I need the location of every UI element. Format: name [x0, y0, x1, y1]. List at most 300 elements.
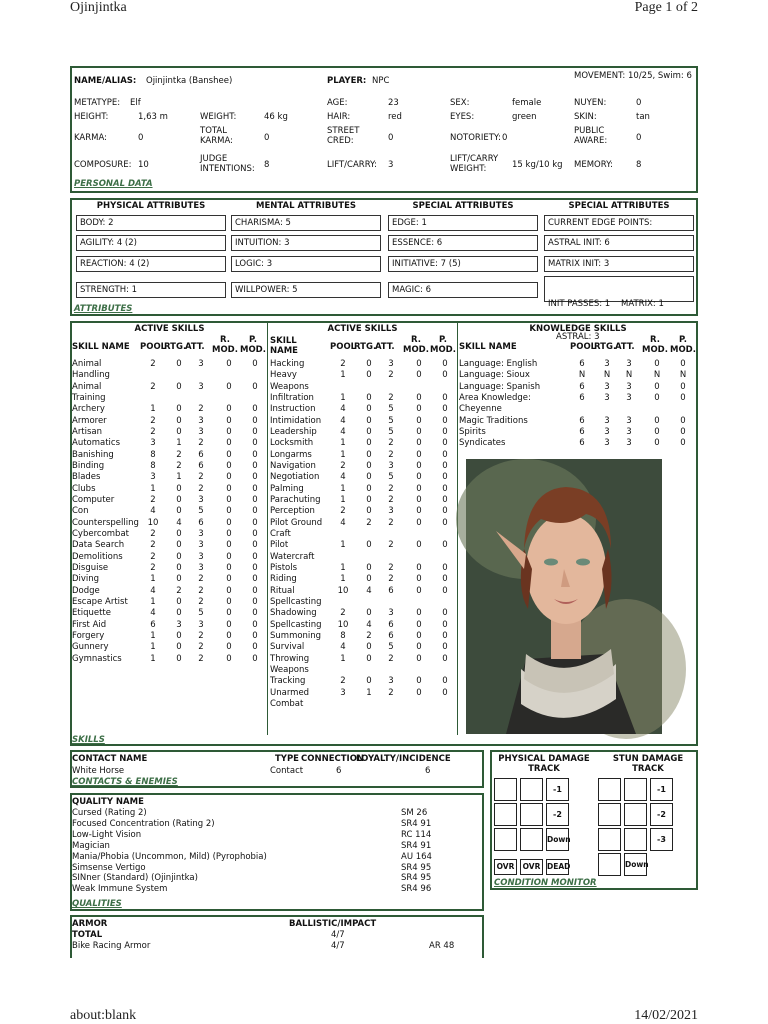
active-skill-skill-name: Data Search: [72, 540, 125, 551]
active-skill-2-value: 0: [416, 517, 422, 528]
active-skill-value: 0: [226, 449, 232, 460]
age-label: AGE:: [327, 98, 348, 108]
active-skill-2-value: 4: [340, 517, 346, 528]
quality-name: Focused Concentration (Rating 2): [72, 818, 215, 829]
active-skill-2-value: 0: [366, 676, 372, 687]
knowledge-skill-skill-name: Language: Sioux: [459, 370, 530, 381]
active-skill-value: 0: [176, 642, 182, 653]
active-skill-value: 2: [150, 540, 156, 551]
public-aware-label: PUBLIC AWARE:: [574, 126, 608, 146]
active-skill-value: 2: [198, 630, 204, 641]
skills-box: [70, 321, 698, 746]
active-skill-value: 0: [176, 596, 182, 607]
active-skill-2-skill-name: Pilot: [270, 540, 289, 551]
ballistic-impact-header: BALLISTIC/IMPACT: [289, 919, 377, 929]
print-url: about:blank: [70, 1008, 137, 1023]
active-skill-2-value: 0: [366, 415, 372, 426]
active-skill-2-value: 3: [388, 608, 394, 619]
active-skill-skill-name: Armorer: [72, 415, 107, 426]
physical-box-6[interactable]: -2: [546, 803, 569, 826]
active-skill-2-value: 0: [366, 506, 372, 517]
contact-loyalty-header: LOYALTY/INCIDENCE: [356, 754, 451, 764]
col1-att-header: ATT.: [185, 342, 205, 352]
active-skill-2-skill-name: Survival: [270, 642, 305, 653]
stun-box-7[interactable]: [598, 828, 621, 851]
active-skill-2-value: 2: [388, 494, 394, 505]
active-skill-skill-name: Counterspelling: [72, 517, 139, 528]
active-skill-value: 2: [198, 596, 204, 607]
qualities-section-label: QUALITIES: [72, 899, 122, 909]
active-skill-2-value: 0: [416, 619, 422, 630]
active-skill-2-value: 0: [442, 574, 448, 585]
active-skill-value: 2: [150, 562, 156, 573]
active-skill-2-value: 4: [340, 472, 346, 483]
active-skill-skill-name: Animal: [72, 359, 102, 369]
quality-source: SM 26: [401, 808, 428, 818]
street-cred-value: 0: [388, 133, 394, 143]
active-skill-2-value: 0: [442, 687, 448, 698]
active-skill-2-value: 0: [416, 506, 422, 517]
active-skill-2-value: 2: [340, 506, 346, 517]
active-skill-value: 2: [198, 642, 204, 653]
movement-label: MOVEMENT:: [574, 71, 626, 81]
active-skill-2-skill-name: Navigation: [270, 460, 316, 471]
active-skill-value: 3: [198, 551, 204, 562]
active-skill-skill-name: Automatics: [72, 438, 121, 449]
active-skill-value: 0: [226, 574, 232, 585]
knowledge-skill-value: 3: [626, 381, 632, 392]
height-label: HEIGHT:: [74, 112, 109, 122]
col3-pmod-header: P. MOD.: [670, 335, 696, 355]
active-skill-value: 3: [198, 494, 204, 505]
active-skill-2-skill-name: Longarms: [270, 449, 312, 460]
active-skill-skill-name: Archery: [72, 404, 105, 415]
active-skill-value: 0: [226, 562, 232, 573]
active-skill-2-skill-name: Throwing: [270, 653, 310, 664]
active-skill-value: 0: [176, 562, 182, 573]
special-attributes-header: SPECIAL ATTRIBUTES: [412, 201, 514, 211]
active-skill-2-value: 2: [388, 653, 394, 664]
active-skill-skill-name: Gymnastics: [72, 653, 122, 664]
active-skill-2-value: 0: [442, 415, 448, 426]
active-skill-2-skill-name: Palming: [270, 483, 304, 494]
active-skill-2-value: 0: [366, 392, 372, 403]
active-skill-2-skill-name: Spellcasting: [270, 596, 322, 607]
active-skill-skill-name: Clubs: [72, 483, 96, 494]
col2-pool-header: POOL: [330, 342, 357, 352]
memory-label: MEMORY:: [574, 160, 614, 170]
quality-source: SR4 95: [401, 873, 432, 884]
active-skill-2-value: 0: [416, 404, 422, 415]
attr-astral-init: ASTRAL INIT: 6: [544, 235, 694, 251]
active-skill-2-skill-name: Weapons: [270, 664, 309, 675]
active-skill-value: 0: [252, 460, 258, 471]
active-skill-value: 2: [198, 653, 204, 664]
street-cred-label: STREET CRED:: [327, 126, 360, 146]
active-skill-2-value: 1: [340, 494, 346, 505]
active-skill-2-value: 0: [416, 370, 422, 381]
active-skill-2-skill-name: Craft: [270, 528, 291, 539]
stun-box-5[interactable]: [624, 803, 647, 826]
knowledge-skill-value: 3: [604, 426, 610, 437]
active-skill-value: 1: [150, 483, 156, 494]
attr-reaction: REACTION: 4 (2): [76, 256, 226, 272]
active-skill-2-value: 0: [416, 359, 422, 369]
knowledge-skill-value: 0: [654, 392, 660, 403]
active-skill-2-value: 0: [416, 630, 422, 641]
attr-willpower: WILLPOWER: 5: [231, 282, 381, 298]
nuyen-label: NUYEN:: [574, 98, 607, 108]
skills-section-label: SKILLS: [72, 735, 105, 745]
active-skill-value: 0: [226, 630, 232, 641]
active-skill-2-value: 0: [366, 460, 372, 471]
knowledge-skill-value: N: [603, 370, 611, 381]
active-skill-2-value: 0: [442, 619, 448, 630]
knowledge-skill-value: 0: [680, 415, 686, 426]
stun-box-6[interactable]: -2: [650, 803, 673, 826]
active-skill-2-skill-name: Weapons: [270, 381, 309, 392]
quality-name-header: QUALITY NAME: [72, 797, 144, 807]
knowledge-skill-value: 3: [626, 359, 632, 369]
knowledge-skill-value: 0: [680, 392, 686, 403]
active-skill-2-value: 4: [366, 619, 372, 630]
active-skill-2-value: 0: [442, 359, 448, 369]
active-skill-2-skill-name: Instruction: [270, 404, 316, 415]
knowledge-skill-value: 3: [604, 415, 610, 426]
quality-source: SR4 95: [401, 862, 432, 873]
col2-skill-header-a: SKILL: [270, 336, 297, 346]
active-skill-skill-name: Disguise: [72, 562, 109, 573]
active-skill-2-value: 0: [442, 472, 448, 483]
active-skill-2-skill-name: Watercraft: [270, 551, 315, 562]
height-value: 1,63 m: [138, 112, 168, 122]
col2-rtg-header: RTG.: [354, 342, 377, 352]
active-skill-2-value: 0: [442, 460, 448, 471]
quality-name: SINner (Standard) (Ojinjintka): [72, 873, 198, 884]
active-skill-value: 0: [176, 359, 182, 369]
knowledge-skill-value: 3: [604, 359, 610, 369]
knowledge-skill-value: 0: [654, 381, 660, 392]
active-skill-value: 0: [252, 359, 258, 369]
active-skill-2-value: 0: [366, 494, 372, 505]
active-skill-2-value: 0: [416, 653, 422, 664]
active-skill-2-value: 1: [340, 392, 346, 403]
eyes-value: green: [512, 112, 537, 122]
active-skill-2-value: 2: [388, 687, 394, 698]
active-skill-value: 4: [176, 517, 182, 528]
active-skill-2-value: 0: [366, 359, 372, 369]
active-skill-2-skill-name: Negotiation: [270, 472, 320, 483]
physical-box-4[interactable]: [494, 803, 517, 826]
active-skill-value: 10: [147, 517, 159, 528]
stun-box-3[interactable]: -1: [650, 778, 673, 801]
active-skill-2-value: 0: [416, 392, 422, 403]
knowledge-skill-value: 3: [604, 392, 610, 403]
active-skill-value: 5: [198, 506, 204, 517]
knowledge-skill-value: N: [653, 370, 661, 381]
active-skill-2-value: 0: [442, 483, 448, 494]
knowledge-skill-value: 0: [654, 438, 660, 449]
active-skill-value: 2: [198, 483, 204, 494]
active-skill-2-value: 0: [416, 642, 422, 653]
active-skill-2-value: 0: [442, 404, 448, 415]
active-skill-2-value: 0: [366, 642, 372, 653]
active-skill-2-value: 3: [388, 460, 394, 471]
personal-data-section-label: PERSONAL DATA: [74, 179, 153, 189]
active-skill-value: 0: [176, 483, 182, 494]
quality-source: SR4 91: [401, 818, 432, 829]
knowledge-skill-value: 6: [579, 359, 585, 369]
physical-box-3[interactable]: -1: [546, 778, 569, 801]
active-skill-value: 0: [226, 642, 232, 653]
active-skill-value: 0: [252, 472, 258, 483]
active-skill-value: 3: [198, 619, 204, 630]
active-skill-value: 0: [252, 506, 258, 517]
active-skill-value: 0: [176, 653, 182, 664]
physical-ovr-1[interactable]: OVR: [494, 859, 517, 875]
active-skill-value: 2: [150, 381, 156, 392]
stun-box-2[interactable]: [624, 778, 647, 801]
active-skill-2-value: 1: [340, 370, 346, 381]
col2-rmod-header: R. MOD.: [403, 335, 429, 355]
active-skill-2-value: 0: [416, 415, 422, 426]
active-skill-value: 2: [150, 551, 156, 562]
stun-box-down[interactable]: Down: [624, 853, 647, 876]
active-skill-2-value: 4: [340, 642, 346, 653]
movement-value: 10/25, Swim: 6: [628, 71, 692, 81]
total-karma-value: 0: [264, 133, 270, 143]
active-skill-2-value: 0: [416, 449, 422, 460]
physical-box-9[interactable]: Down: [546, 828, 569, 851]
active-skill-value: 0: [252, 528, 258, 539]
physical-box-5[interactable]: [520, 803, 543, 826]
col2-skill-header-b: NAME: [270, 346, 298, 356]
active-skill-value: 0: [226, 359, 232, 369]
active-skill-2-value: 2: [388, 562, 394, 573]
active-skill-2-value: 2: [388, 438, 394, 449]
active-skill-value: 4: [150, 608, 156, 619]
active-skill-2-value: 0: [442, 438, 448, 449]
karma-value: 0: [138, 133, 144, 143]
active-skill-2-value: 0: [416, 585, 422, 596]
knowledge-skill-skill-name: Language: English: [459, 359, 538, 369]
attributes-section-label: ATTRIBUTES: [74, 304, 133, 314]
sex-label: SEX:: [450, 98, 470, 108]
active-skill-2-value: 2: [366, 517, 372, 528]
active-skill-value: 2: [198, 585, 204, 596]
active-skill-value: 2: [198, 438, 204, 449]
active-skill-2-value: 0: [442, 517, 448, 528]
attr-initiative: INITIATIVE: 7 (5): [388, 256, 538, 272]
quality-name: Low-Light Vision: [72, 829, 142, 840]
stun-box-1[interactable]: [598, 778, 621, 801]
active-skill-value: 0: [226, 540, 232, 551]
contact-row-connection: 6: [336, 766, 342, 776]
active-skill-value: 0: [176, 426, 182, 437]
active-skill-2-value: 0: [442, 653, 448, 664]
active-skill-2-value: 3: [388, 359, 394, 369]
knowledge-skill-value: 3: [604, 438, 610, 449]
physical-box-2[interactable]: [520, 778, 543, 801]
knowledge-skill-value: 0: [654, 426, 660, 437]
physical-ovr-2[interactable]: OVR: [520, 859, 543, 875]
active-skill-2-value: 0: [416, 472, 422, 483]
condition-monitor-box: [490, 750, 698, 890]
active-skill-value: 2: [176, 585, 182, 596]
knowledge-skill-value: 3: [626, 392, 632, 403]
quality-source: AU 164: [401, 851, 432, 862]
active-skill-2-skill-name: Leadership: [270, 426, 317, 437]
active-skill-2-value: 2: [388, 392, 394, 403]
active-skill-2-skill-name: Unarmed: [270, 687, 310, 698]
active-skill-value: 0: [252, 438, 258, 449]
knowledge-skill-value: 3: [626, 415, 632, 426]
active-skill-value: 0: [226, 585, 232, 596]
active-skill-2-value: 1: [340, 449, 346, 460]
knowledge-skill-value: 0: [680, 426, 686, 437]
active-skill-skill-name: Diving: [72, 574, 100, 585]
active-skill-skill-name: Cybercombat: [72, 528, 129, 539]
stun-box-8[interactable]: [624, 828, 647, 851]
active-skill-value: 0: [176, 574, 182, 585]
physical-box-1[interactable]: [494, 778, 517, 801]
active-skill-2-value: 2: [340, 676, 346, 687]
active-skill-2-skill-name: Locksmith: [270, 438, 314, 449]
active-skill-value: 1: [150, 404, 156, 415]
active-skill-value: 6: [150, 619, 156, 630]
mental-attributes-header: MENTAL ATTRIBUTES: [256, 201, 356, 211]
active-skill-value: 0: [252, 517, 258, 528]
active-skill-2-value: 1: [340, 540, 346, 551]
active-skill-value: 0: [176, 540, 182, 551]
stun-box-9[interactable]: -3: [650, 828, 673, 851]
active-skill-value: 3: [198, 415, 204, 426]
armor-row-value: 4/7: [331, 941, 345, 951]
sex-value: female: [512, 98, 542, 108]
active-skill-value: 0: [226, 653, 232, 664]
active-skill-2-value: 5: [388, 415, 394, 426]
active-skill-value: 1: [150, 653, 156, 664]
knowledge-skill-value: 6: [579, 438, 585, 449]
physical-dead[interactable]: DEAD: [546, 859, 569, 875]
active-skill-value: 0: [226, 551, 232, 562]
composure-value: 10: [138, 160, 149, 170]
quality-source: SR4 96: [401, 884, 432, 895]
quality-name: Magician: [72, 840, 110, 851]
active-skill-2-value: 10: [337, 619, 349, 630]
active-skill-skill-name: Dodge: [72, 585, 100, 596]
contacts-section-label: CONTACTS & ENEMIES: [72, 777, 178, 787]
active-skill-value: 0: [252, 483, 258, 494]
armor-row-name: Bike Racing Armor: [72, 941, 151, 951]
active-skill-2-skill-name: Spellcasting: [270, 619, 322, 630]
active-skill-2-value: 5: [388, 404, 394, 415]
active-skill-2-value: 6: [388, 585, 394, 596]
knowledge-skill-value: 0: [680, 359, 686, 369]
knowledge-skill-skill-name: Syndicates: [459, 438, 506, 449]
active-skill-2-value: 0: [416, 687, 422, 698]
active-skill-value: 0: [252, 449, 258, 460]
active-skill-skill-name: Computer: [72, 494, 115, 505]
hair-label: HAIR:: [327, 112, 351, 122]
quality-source: SR4 91: [401, 840, 432, 851]
knowledge-skill-value: 6: [579, 392, 585, 403]
active-skill-skill-name: Binding: [72, 460, 105, 471]
active-skill-value: 0: [226, 483, 232, 494]
active-skill-value: 4: [150, 506, 156, 517]
active-skill-2-value: 0: [442, 608, 448, 619]
active-skill-2-value: 6: [388, 630, 394, 641]
total-karma-label: TOTAL KARMA:: [200, 126, 234, 146]
quality-name: Simsense Vertigo: [72, 862, 146, 873]
active-skill-value: 0: [252, 596, 258, 607]
quality-name: Weak Immune System: [72, 884, 168, 895]
active-skill-2-value: 0: [442, 585, 448, 596]
metatype-label: METATYPE:: [74, 98, 121, 108]
name-value: Ojinjintka (Banshee): [146, 76, 233, 86]
active-skill-2-value: 2: [388, 517, 394, 528]
active-skill-2-value: 0: [416, 494, 422, 505]
active-skill-2-skill-name: Pilot Ground: [270, 517, 323, 528]
attr-intuition: INTUITION: 3: [231, 235, 381, 251]
active-skill-2-skill-name: Parachuting: [270, 494, 321, 505]
stun-box-10[interactable]: [598, 853, 621, 876]
active-skill-value: 0: [226, 415, 232, 426]
active-skill-value: 0: [226, 426, 232, 437]
active-skill-value: 1: [176, 472, 182, 483]
active-skill-2-value: 0: [442, 506, 448, 517]
attr-agility: AGILITY: 4 (2): [76, 235, 226, 251]
skin-label: SKIN:: [574, 112, 597, 122]
active-skill-value: 0: [252, 415, 258, 426]
active-skill-value: 0: [226, 608, 232, 619]
physical-box-7[interactable]: [494, 828, 517, 851]
active-skill-value: 1: [150, 642, 156, 653]
active-skill-2-value: 1: [340, 574, 346, 585]
stun-box-4[interactable]: [598, 803, 621, 826]
contacts-box: [70, 750, 484, 788]
col3-att-header: ATT.: [615, 342, 635, 352]
col1-pmod-header: P. MOD.: [240, 335, 266, 355]
active-skill-2-value: 4: [340, 426, 346, 437]
active-skill-value: 0: [176, 404, 182, 415]
active-skill-value: 3: [150, 472, 156, 483]
active-skill-2-value: 5: [388, 426, 394, 437]
active-skill-2-value: 0: [366, 426, 372, 437]
active-skill-2-value: 0: [416, 426, 422, 437]
active-skill-value: 2: [176, 460, 182, 471]
contact-row-name: White Horse: [72, 766, 125, 776]
active-skill-2-value: 0: [366, 540, 372, 551]
active-skill-value: 5: [198, 608, 204, 619]
active-skill-2-value: 0: [366, 472, 372, 483]
active-skill-2-value: 0: [416, 438, 422, 449]
knowledge-skill-skill-name: Magic Traditions: [459, 415, 528, 426]
knowledge-skill-value: N: [625, 370, 633, 381]
player-value: NPC: [372, 76, 390, 86]
active-skill-2-value: 4: [366, 585, 372, 596]
active-skill-2-value: 0: [442, 562, 448, 573]
col1-pool-header: POOL: [140, 342, 167, 352]
contact-type-header: TYPE: [275, 754, 299, 764]
condition-monitor-section-label: CONDITION MONITOR: [494, 878, 597, 888]
active-skill-2-value: 0: [366, 370, 372, 381]
active-skill-2-value: 2: [388, 574, 394, 585]
active-skill-value: 3: [198, 562, 204, 573]
active-skill-2-skill-name: Pistols: [270, 562, 298, 573]
physical-box-8[interactable]: [520, 828, 543, 851]
active-skill-2-skill-name: Infiltration: [270, 392, 314, 403]
